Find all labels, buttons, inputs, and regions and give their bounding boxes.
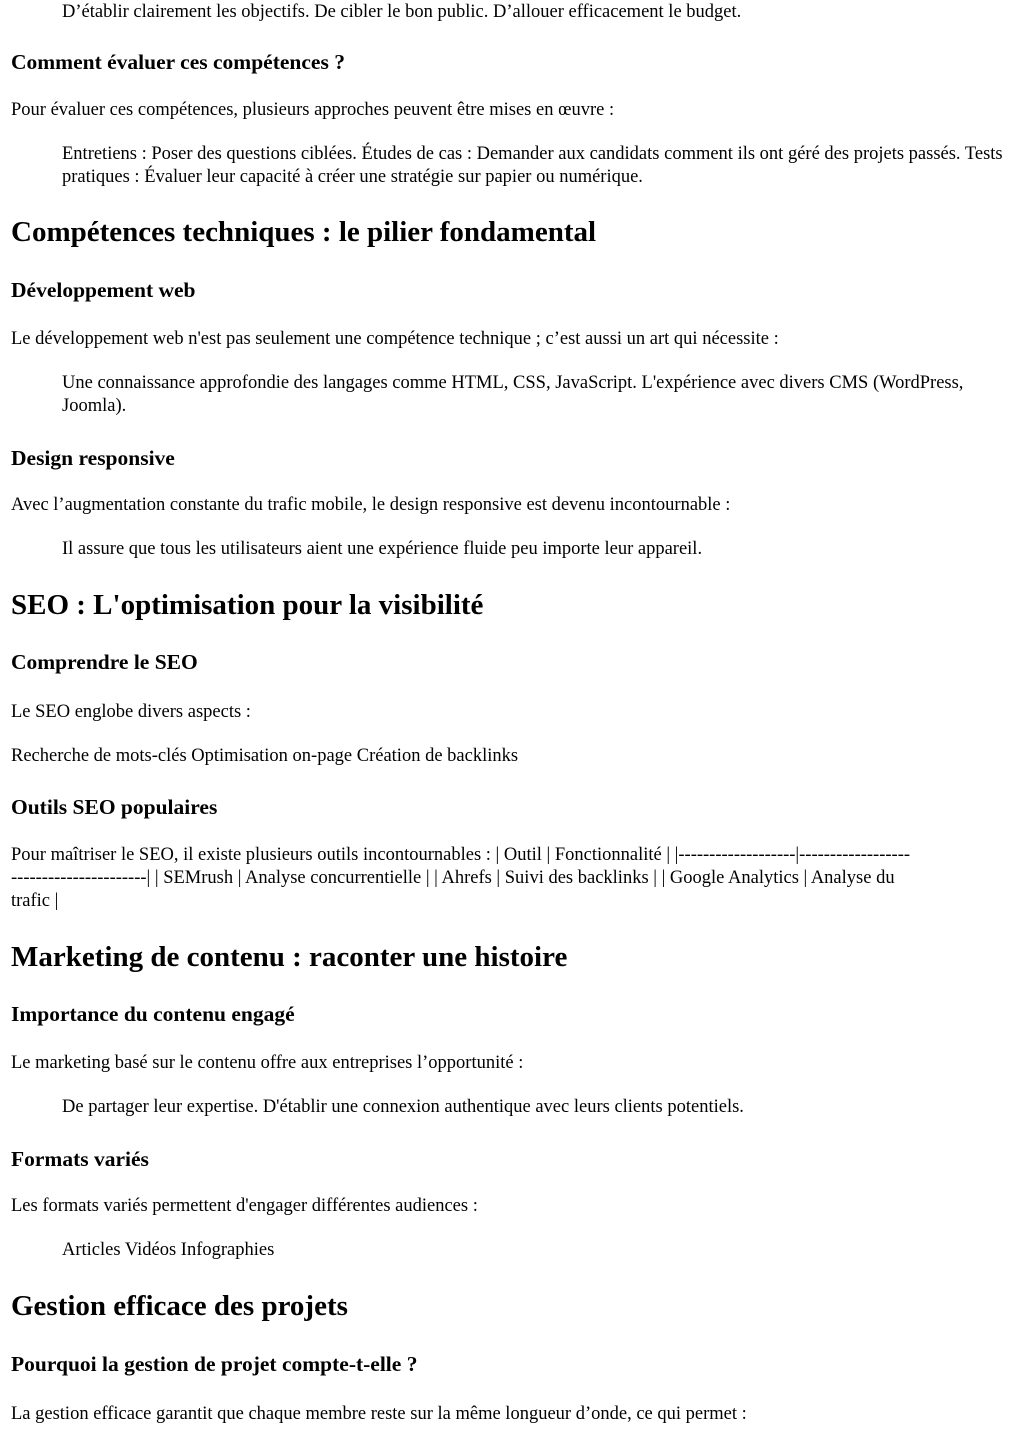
section-heading: Formats variés bbox=[11, 1147, 149, 1171]
paragraph: Recherche de mots-clés Optimisation on-page Création de backlinks bbox=[11, 746, 519, 766]
chapter-heading: Compétences techniques : le pilier fondamental bbox=[11, 216, 597, 248]
section-heading: Design responsive bbox=[11, 446, 175, 470]
paragraph: Pour évaluer ces compétences, plusieurs approches peuvent être mises en œuvre : bbox=[11, 100, 615, 120]
section-heading: Outils SEO populaires bbox=[11, 795, 218, 819]
section-heading: Comprendre le SEO bbox=[11, 650, 198, 674]
chapter-heading: SEO : L'optimisation pour la visibilité bbox=[11, 589, 484, 621]
indented-paragraph: Articles Vidéos Infographies bbox=[62, 1240, 275, 1260]
paragraph-line: ----------------------| | SEMrush | Analyse concurrentielle | | Ahrefs | Suivi des backlinks | | Google Analytics | Analyse du bbox=[11, 868, 895, 888]
section-heading: Comment évaluer ces compétences ? bbox=[11, 50, 345, 74]
paragraph: Le développement web n'est pas seulement une compétence technique ; c’est aussi un art qui nécessite : bbox=[11, 329, 779, 349]
paragraph: La gestion efficace garantit que chaque membre reste sur la même longueur d’onde, ce qui permet : bbox=[11, 1404, 747, 1424]
section-heading: Pourquoi la gestion de projet compte-t-elle ? bbox=[11, 1352, 418, 1376]
chapter-heading: Gestion efficace des projets bbox=[11, 1290, 348, 1322]
indented-paragraph: Il assure que tous les utilisateurs aient une expérience fluide peu importe leur appareil. bbox=[62, 539, 703, 559]
paragraph-line: Pour maîtriser le SEO, il existe plusieurs outils incontournables : | Outil | Fonctionnalité | |-------------------|------------------ bbox=[11, 845, 911, 865]
paragraph: Avec l’augmentation constante du trafic mobile, le design responsive est devenu incontournable : bbox=[11, 495, 731, 515]
paragraph-line: trafic | bbox=[11, 891, 59, 911]
paragraph: Les formats variés permettent d'engager différentes audiences : bbox=[11, 1196, 478, 1216]
paragraph: Le marketing basé sur le contenu offre aux entreprises l’opportunité : bbox=[11, 1053, 524, 1073]
paragraph: D’établir clairement les objectifs. De cibler le bon public. D’allouer efficacement le budget. bbox=[62, 2, 742, 22]
section-heading: Importance du contenu engagé bbox=[11, 1002, 295, 1026]
section-heading: Développement web bbox=[11, 278, 196, 302]
indented-paragraph: De partager leur expertise. D'établir une connexion authentique avec leurs clients potentiels. bbox=[62, 1097, 744, 1117]
indented-paragraph: Entretiens : Poser des questions ciblées. Études de cas : Demander aux candidats comment ils ont géré des projets passés. Tests pratiques : Évaluer leur capacité à créer une stratégie sur papier ou numérique. bbox=[62, 144, 1003, 187]
paragraph: Le SEO englobe divers aspects : bbox=[11, 702, 251, 722]
indented-paragraph: Une connaissance approfondie des langages comme HTML, CSS, JavaScript. L'expérience avec divers CMS (WordPress, Joomla). bbox=[62, 373, 964, 416]
chapter-heading: Marketing de contenu : raconter une histoire bbox=[11, 941, 568, 973]
